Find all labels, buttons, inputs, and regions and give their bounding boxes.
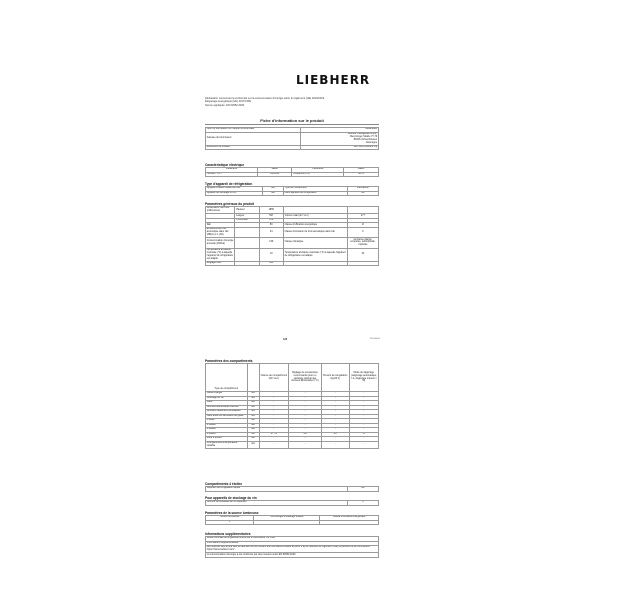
section-title: Type d'appareil de réfrigération xyxy=(205,182,253,186)
table-row xyxy=(206,487,379,492)
wine-table xyxy=(205,500,379,506)
table-cell: Denrées hautement périssables xyxy=(206,410,248,415)
table-cell: 50 Hz xyxy=(344,172,379,177)
table-cell: - xyxy=(349,437,378,442)
section-title: Compartiments 4 étoiles xyxy=(205,482,243,486)
table-cell: non xyxy=(247,414,259,419)
table-cell: - xyxy=(289,423,322,428)
column-header: Pouvoir de congélation (kg/24 h) xyxy=(321,364,349,392)
table-cell: oui xyxy=(347,191,378,196)
supplier-label: Référence du modèle: xyxy=(206,145,301,150)
table-cell: Appareil à faible niveau de bruit: xyxy=(206,187,263,192)
header-line: Déclaration concernant la conformité sur la consommation d'énergie selon le règlement (UE) 2019/2019 xyxy=(205,97,325,100)
table-cell: - xyxy=(349,428,378,433)
supplier-value: LIEBHERR xyxy=(301,128,379,133)
table-cell: - xyxy=(349,405,378,410)
table-cell: - xyxy=(289,441,322,448)
column-header: Technologie d'éclairage utilisée xyxy=(254,516,320,521)
info-block xyxy=(205,532,379,558)
table-cell: - xyxy=(349,414,378,419)
table-cell: 43 xyxy=(347,248,378,261)
document-title: Fiche d'information sur le produit xyxy=(205,118,379,125)
table-cell: Stockage du vin xyxy=(206,396,248,401)
light-block xyxy=(205,511,379,525)
supplier-label: Adresse du fournisseur: xyxy=(206,132,301,145)
section-title: Pour appareils de stockage du vin xyxy=(205,496,257,500)
table-cell: La consommation d'énergie a été confirmée par des mesures selon EN 62552:2020. xyxy=(206,553,379,558)
table-cell: Émissions de bruit acoustique dans l'air (dB(A) re 1 pW) xyxy=(206,227,235,237)
table-cell: 10 xyxy=(259,248,283,261)
table-cell: non xyxy=(247,441,259,448)
section-title: Paramètres généraux du produit xyxy=(205,202,255,206)
table-cell: non xyxy=(247,392,259,397)
table-cell xyxy=(235,261,259,266)
table-cell: 20 xyxy=(321,432,349,437)
supplier-table xyxy=(205,127,379,150)
table-cell: - xyxy=(289,401,322,406)
table-cell: Autre appareil de réfrigération: xyxy=(283,191,347,196)
table-cell: Informations supplémentaires: xyxy=(206,541,379,546)
header-lines xyxy=(205,97,379,107)
general-block xyxy=(205,202,379,266)
column-header: Source lumineuse xyxy=(206,516,254,521)
column-header: Valeur xyxy=(257,168,292,173)
table-cell: Consommation d'énergie annuelle (kWh/a) xyxy=(206,238,235,248)
electrical-block xyxy=(205,163,379,177)
type-table xyxy=(205,186,379,196)
table-cell: Température ambiante maximale (°C) à laquelle l'appareil de réfrigération est adapté xyxy=(283,248,347,261)
table-cell: - xyxy=(259,437,288,442)
table-cell xyxy=(347,207,378,214)
table-cell: - xyxy=(289,396,322,401)
section-title: Informations supplémentaires xyxy=(205,532,251,536)
table-cell: 2 étoiles xyxy=(206,423,248,428)
column-header: Mode de dégivrage (dégivrage automatique = A, dégivrage manuel = M) xyxy=(349,364,378,392)
table-cell: - xyxy=(259,428,288,433)
table-cell: - xyxy=(321,410,349,415)
brand-logo: LIEBHERR xyxy=(296,73,371,87)
table-row xyxy=(206,248,379,261)
freezer-block xyxy=(205,482,379,492)
table-cell: - xyxy=(321,423,349,428)
compartment-block xyxy=(205,359,379,449)
table-cell: 34 xyxy=(259,227,283,237)
table-cell: non xyxy=(247,419,259,424)
table-cell: Cave xyxy=(206,401,248,406)
table-cell: - xyxy=(321,437,349,442)
table-cell: - xyxy=(289,428,322,433)
table-cell: 1855 xyxy=(259,207,283,214)
supplier-value: Liebherr-Hausgeräte GmbH Memminger Straße 77-79 88416 Ochsenhausen Allemagne xyxy=(301,132,379,145)
table-cell: Nombre de bouteilles de vin standard xyxy=(206,501,348,506)
table-cell: - xyxy=(259,401,288,406)
table-cell: 1 étoile xyxy=(206,419,248,424)
table-row xyxy=(206,553,379,558)
table-cell: non xyxy=(263,191,284,196)
table-cell: - xyxy=(349,441,378,448)
table-cell: Fréquence (Hz) xyxy=(292,172,344,177)
table-cell xyxy=(235,238,259,248)
page-code: FR-000000 xyxy=(370,338,381,340)
table-cell: Hauteur xyxy=(235,207,259,214)
table-cell xyxy=(320,520,379,525)
column-header xyxy=(247,364,259,392)
table-cell: Classe d'efficacité énergétique xyxy=(283,223,347,228)
table-row xyxy=(206,227,379,237)
table-cell xyxy=(283,261,347,266)
table-row xyxy=(206,207,379,214)
table-cell: - xyxy=(289,405,322,410)
table-cell: Tension / Hz ~ xyxy=(206,172,258,177)
table-cell: Largeur xyxy=(235,214,259,219)
table-cell: - xyxy=(321,428,349,433)
table-cell: - xyxy=(259,441,288,448)
table-row xyxy=(206,191,379,196)
table-cell: non xyxy=(247,428,259,433)
table-cell: -18 xyxy=(289,432,322,437)
table-cell: - xyxy=(289,392,322,397)
table-cell: - xyxy=(259,392,288,397)
column-header: Type de compartiment xyxy=(206,364,248,392)
table-cell: - xyxy=(321,392,349,397)
table-cell: Classe d'émission de bruit acoustique dans l'air xyxy=(283,227,347,237)
table-cell xyxy=(235,248,259,261)
table-cell: Température ambiante minimale (°C) à laquelle l'appareil de réfrigération est adapté xyxy=(206,248,234,260)
table-header-row xyxy=(206,364,379,392)
table-cell: 80 xyxy=(259,223,283,228)
table-cell: - xyxy=(259,396,288,401)
table-cell: Zone 2 étoiles xyxy=(206,437,248,442)
section-title: Paramètres des compartiments xyxy=(205,359,253,363)
table-cell: - xyxy=(289,419,322,424)
table-cell: Appareil de stockage du vin: xyxy=(206,191,263,196)
supplier-value: IRe 5100 (996961 15) xyxy=(301,145,379,150)
table-cell: - xyxy=(349,401,378,406)
info-table xyxy=(205,536,379,558)
light-table xyxy=(205,515,379,525)
table-cell: - xyxy=(321,405,349,410)
table-cell: Réglage hiver xyxy=(206,261,235,266)
table-cell: non xyxy=(247,396,259,401)
table-cell: 277,9 xyxy=(259,432,288,437)
table-cell: Sans étoile ou fabrication de glace xyxy=(206,414,248,419)
table-cell: non xyxy=(259,261,283,266)
table-cell: - xyxy=(289,414,322,419)
column-header: Paramètre xyxy=(206,168,258,173)
table-cell: - xyxy=(259,423,288,428)
freezer-table xyxy=(205,486,379,492)
table-cell: - xyxy=(321,401,349,406)
table-cell: Dispositif de congélation rapide xyxy=(206,487,348,492)
table-cell: tempérée élargie, tempérée, subtropicale, tropicale xyxy=(347,238,378,248)
column-header: Réglage de température recommandé pour un stockage optimal des denrées alimentaires (°C) xyxy=(289,364,322,392)
table-cell: 3 étoiles xyxy=(206,428,248,433)
table-cell: - xyxy=(321,441,349,448)
table-cell: Classe climatique xyxy=(283,238,347,248)
table-cell xyxy=(347,261,378,266)
table-cell xyxy=(283,207,347,214)
table-row xyxy=(206,520,379,525)
table-cell: Durée minimale de la garantie offerte par le fournisseur: 24 mois xyxy=(206,537,379,542)
table-cell: non xyxy=(263,187,284,192)
table-cell: Type de construction: xyxy=(283,187,347,192)
column-header: Volume du compartiment (dm³ ou l) xyxy=(259,364,288,392)
table-cell: non xyxy=(247,401,259,406)
table-row xyxy=(206,261,379,266)
table-cell xyxy=(235,227,259,237)
table-cell: - xyxy=(289,437,322,442)
table-cell: Compartiment à température variable xyxy=(206,441,248,448)
general-table xyxy=(205,206,379,266)
table-cell: 478 xyxy=(259,218,283,223)
table-cell: - xyxy=(321,396,349,401)
table-cell: Garde-manger xyxy=(206,392,248,397)
type-block xyxy=(205,182,379,196)
table-cell: - xyxy=(259,419,288,424)
table-cell: 0 xyxy=(347,501,378,506)
table-cell: D xyxy=(347,223,378,228)
table-row xyxy=(206,172,379,177)
table-cell: 277 xyxy=(347,214,378,219)
supplier-label: Nom du fournisseur ou marque commerciale: xyxy=(206,128,301,133)
electrical-table xyxy=(205,167,379,177)
table-cell: - xyxy=(349,410,378,415)
table-row xyxy=(206,238,379,248)
column-header: Classe d'efficacité énergétique xyxy=(320,516,379,521)
table-cell: C xyxy=(347,227,378,237)
wine-block xyxy=(205,496,379,506)
table-cell: 597 xyxy=(259,214,283,219)
table-cell: - xyxy=(289,410,322,415)
table-cell: Dimensions hors tout (millimètres) xyxy=(206,207,235,214)
column-header: Paramètre xyxy=(292,168,344,173)
table-cell: - xyxy=(321,419,349,424)
table-cell: Lien Internet vers le site web du fabricant où se trouvent les informations visées au point 4 a) de l'annexe du règlement (UE) 2019/2023 de la Commission: https://home.liebherr.com/ xyxy=(206,546,379,553)
table-row xyxy=(206,441,379,448)
table-cell: non xyxy=(247,437,259,442)
table-cell: Profondeur xyxy=(235,218,259,223)
table-row xyxy=(206,546,379,553)
header-line: Norme appliquée: EN 62552:2020 xyxy=(205,103,245,107)
header-line: Étiquetage énergétique (UE) 2017/1369 xyxy=(205,100,251,104)
table-cell: 4 étoiles xyxy=(206,432,248,437)
table-cell: IEE xyxy=(206,223,235,228)
supplier-block xyxy=(205,127,379,150)
column-header: Valeur xyxy=(344,168,379,173)
table-cell: - xyxy=(321,414,349,419)
table-cell: - xyxy=(349,392,378,397)
section-title: Caractéristique électrique xyxy=(205,163,245,167)
compartment-table xyxy=(205,363,379,449)
table-cell: A xyxy=(349,432,378,437)
table-cell: 1 xyxy=(206,520,254,525)
table-cell: Volume total (dm³ ou l) xyxy=(283,214,347,219)
table-cell: oui xyxy=(347,487,378,492)
table-row xyxy=(206,132,379,145)
table-cell: - xyxy=(259,405,288,410)
table-cell xyxy=(254,520,320,525)
table-cell: non xyxy=(247,410,259,415)
section-title: Paramètres de la source lumineuse xyxy=(205,511,259,515)
page-number: 1/2 xyxy=(283,337,288,341)
table-row xyxy=(206,145,379,150)
table-cell: Denrées alimentaires fraîches xyxy=(206,405,248,410)
table-cell: - xyxy=(349,419,378,424)
table-cell: 139 xyxy=(259,238,283,248)
table-cell: oui xyxy=(247,432,259,437)
table-cell: - xyxy=(259,414,288,419)
table-cell: - xyxy=(349,423,378,428)
table-cell: - xyxy=(259,410,288,415)
table-cell: 220-240 xyxy=(257,172,292,177)
table-cell: non xyxy=(247,423,259,428)
table-cell: non xyxy=(247,405,259,410)
table-row xyxy=(206,501,379,506)
table-cell: à encastrer xyxy=(347,187,378,192)
table-cell: - xyxy=(349,396,378,401)
